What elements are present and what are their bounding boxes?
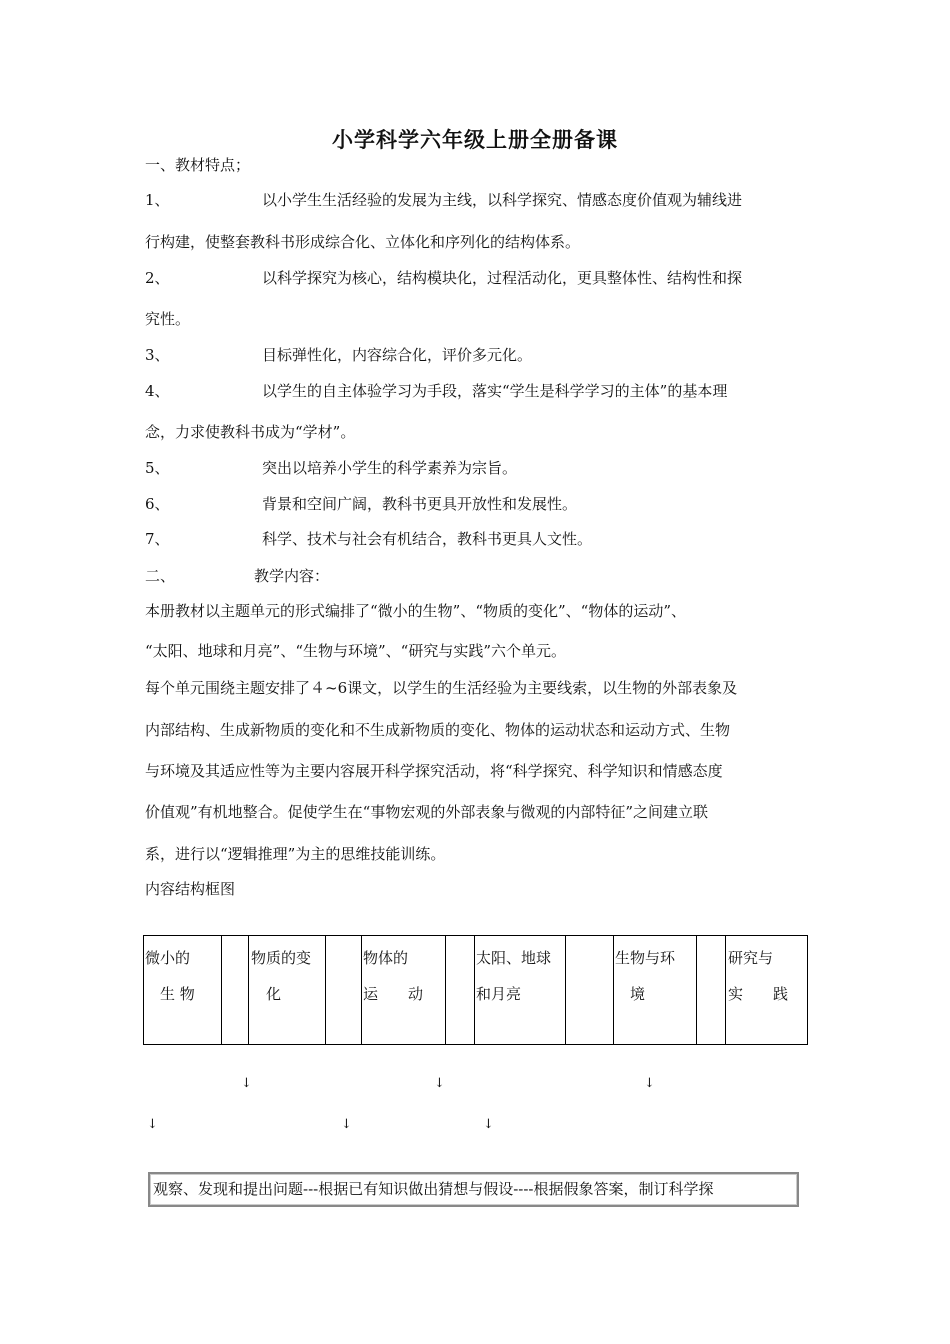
unit-box-2-line-1: 物质的变 bbox=[251, 949, 312, 967]
unit-box-1-line-1: 微小的 bbox=[145, 949, 191, 967]
feature-4-text: 以学生的自主体验学习为手段，落实“学生是科学学习的主体”的基本理 bbox=[262, 382, 728, 400]
unit-box-5-line-1: 生物与环 bbox=[615, 949, 676, 967]
feature-3-text: 目标弹性化，内容综合化，评价多元化。 bbox=[262, 346, 533, 364]
document-title: 小学科学六年级上册全册备课 bbox=[332, 127, 618, 152]
unit-box-1 bbox=[145, 940, 195, 1012]
unit-box-4-line-2: 和月亮 bbox=[476, 985, 522, 1003]
feature-5-text: 突出以培养小学生的科学素养为宗旨。 bbox=[262, 459, 518, 477]
unit-box-2-line-2: 化 bbox=[251, 985, 282, 1003]
feature-2-text: 以科学探究为核心，结构模块化，过程活动化，更具整体性、结构性和探 bbox=[262, 269, 743, 287]
feature-1-text: 以小学生生活经验的发展为主线，以科学探究、情感态度价值观为辅线进 bbox=[262, 191, 743, 209]
feature-6-text: 背景和空间广阔，教科书更具开放性和发展性。 bbox=[262, 495, 578, 513]
content-paragraph-1-line-2: “太阳、地球和月亮”、“生物与环境”、“研究与实践”六个单元。 bbox=[145, 642, 567, 660]
arrow-down-icon: ↓ bbox=[241, 1076, 252, 1091]
content-paragraph-2-line-4: 价值观”有机地整合。促使学生在“事物宏观的外部表象与微观的内部特征”之间建立联 bbox=[145, 803, 709, 821]
feature-7-text: 科学、技术与社会有机结合，教科书更具人文性。 bbox=[262, 530, 593, 548]
feature-1-number: 1、 bbox=[145, 191, 170, 209]
unit-box-6-line-1: 研究与 bbox=[728, 949, 774, 967]
arrow-down-icon: ↓ bbox=[483, 1117, 494, 1132]
feature-2-text-cont: 究性。 bbox=[145, 310, 191, 328]
unit-box-1-line-2: 生 物 bbox=[145, 985, 195, 1003]
feature-6-number: 6、 bbox=[145, 495, 170, 513]
content-paragraph-2-line-3: 与环境及其适应性等为主要内容展开科学探究活动，将“科学探究、科学知识和情感态度 bbox=[145, 762, 723, 780]
arrow-down-icon: ↓ bbox=[147, 1117, 158, 1132]
unit-box-4-line-1: 太阳、地球 bbox=[476, 949, 552, 967]
unit-box-2 bbox=[251, 940, 311, 1012]
feature-5-number: 5、 bbox=[145, 459, 170, 477]
content-paragraph-1-line-1: 本册教材以主题单元的形式编排了“微小的生物”、“物质的变化”、“物体的运动”、 bbox=[145, 602, 687, 620]
content-paragraph-2-line-2: 内部结构、生成新物质的变化和不生成新物质的变化、物体的运动状态和运动方式、生物 bbox=[145, 721, 731, 739]
arrow-down-icon: ↓ bbox=[434, 1076, 445, 1091]
unit-box-6-line-2: 实 践 bbox=[728, 985, 789, 1003]
section-1-heading: 一、教材特点； bbox=[145, 156, 251, 174]
unit-structure-diagram bbox=[143, 935, 808, 1045]
unit-box-5-line-2: 境 bbox=[615, 985, 646, 1003]
feature-1-text-cont: 行构建，使整套教科书形成综合化、立体化和序列化的结构体系。 bbox=[145, 233, 581, 251]
unit-box-3-line-2: 运 动 bbox=[363, 985, 424, 1003]
unit-box-4 bbox=[476, 940, 551, 1012]
unit-box-6 bbox=[728, 940, 788, 1012]
content-paragraph-2-line-5: 系，进行以“逻辑推理”为主的思维技能训练。 bbox=[145, 845, 446, 863]
feature-7-number: 7、 bbox=[145, 530, 170, 548]
unit-box-5 bbox=[615, 940, 675, 1012]
unit-box-3-line-1: 物体的 bbox=[363, 949, 409, 967]
inquiry-process-box: 观察、发现和提出问题---根据已有知识做出猜想与假设----根据假象答案，制订科学探 bbox=[148, 1172, 799, 1207]
feature-3-number: 3、 bbox=[145, 346, 170, 364]
section-2-heading: 教学内容： bbox=[254, 567, 330, 585]
feature-2-number: 2、 bbox=[145, 269, 170, 287]
feature-4-text-cont: 念，力求使教科书成为“学材”。 bbox=[145, 423, 356, 441]
section-2-number: 二、 bbox=[145, 567, 176, 585]
diagram-label: 内容结构框图 bbox=[145, 880, 236, 898]
content-paragraph-2-line-1: 每个单元围绕主题安排了４~6课文，以学生的生活经验为主要线索，以生物的外部表象及 bbox=[145, 679, 738, 697]
feature-4-number: 4、 bbox=[145, 382, 170, 400]
arrow-down-icon: ↓ bbox=[644, 1076, 655, 1091]
unit-box-3 bbox=[363, 940, 423, 1012]
arrow-down-icon: ↓ bbox=[341, 1117, 352, 1132]
